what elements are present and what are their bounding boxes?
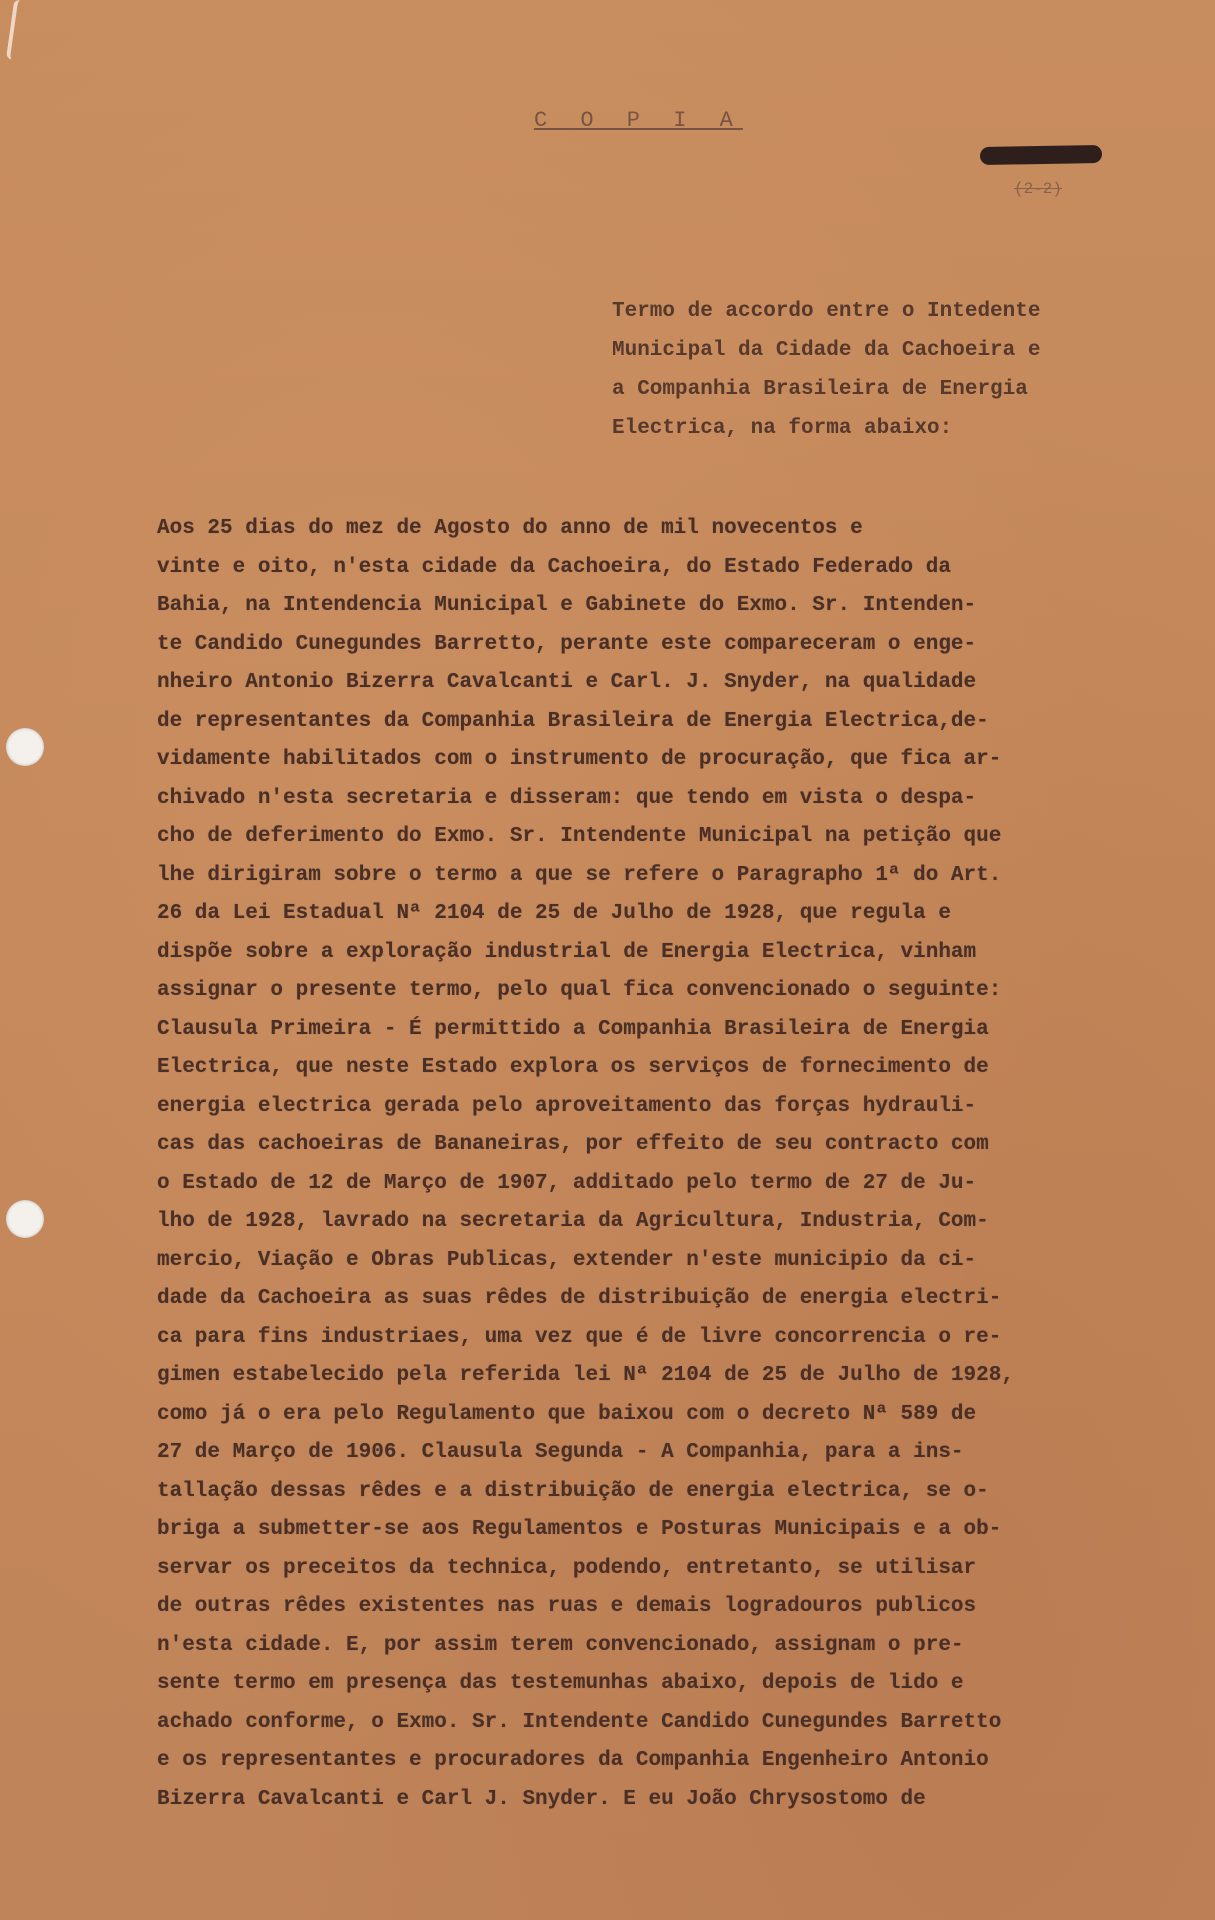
- agreement-body-text: Aos 25 dias do mez de Agosto do anno de mil novecentos e vinte e oito, n'esta cidade da Cachoeira, do Estado Federado da Bahia, na Intendencia Municipal e Gabinete do Exmo. Sr. Intenden- te Candido Cunegundes Barretto, perante este compareceram o enge- nheiro Antonio Bizerra Cavalcanti e Carl. J. Snyder, na qualidade de representantes da Companhia Brasileira de Energia Electrica,de- vidamente habilitados com o instrumento de procuração, que fica ar- chivado n'esta secretaria e disseram: que tendo em vista o despa- cho de deferimento do Exmo. Sr. Intendente Municipal na petição que lhe dirigiram sobre o termo a que se refere o Paragrapho 1ª do Art. 26 da Lei Estadual Nª 2104 de 25 de Julho de 1928, que regula e dispõe sobre a exploração industrial de Energia Electrica, vinham assignar o presente termo, pelo qual fica convencionado o seguinte: Clausula Primeira - É permittido a Companhia Brasileira de Energia Electrica, que neste Estado explora os serviços de fornecimento de energia electrica gerada pelo aproveitamento das forças hydrauli- cas das cachoeiras de Bananeiras, por effeito de seu contracto com o Estado de 12 de Março de 1907, additado pelo termo de 27 de Ju- lho de 1928, lavrado na secretaria da Agricultura, Industria, Com- mercio, Viação e Obras Publicas, extender n'este municipio da ci- dade da Cachoeira as suas rêdes de distribuição de energia electri- ca para fins industriaes, uma vez que é de livre concorrencia o re- gimen estabelecido pela referida lei Nª 2104 de 25 de Julho de 1928, como já o era pelo Regulamento que baixou com o decreto Nª 589 de 27 de Março de 1906. Clausula Segunda - A Companhia, para a ins- tallação dessas rêdes e a distribuição de energia electrica, se o- briga a submetter-se aos Regulamentos e Posturas Municipais e a ob- servar os preceitos da technica, podendo, entretanto, se utilisar de outras rêdes existentes nas ruas e demais logradouros publicos n'esta cidade. E, por assim terem convencionado, assignam o pre- sente termo em presença das testemunhas abaixo, depois de lido e achado conforme, o Exmo. Sr. Intendente Candido Cunegundes Barretto e os representantes e procuradores da Companhia Engenheiro Antonio Bizerra Cavalcanti e Carl J. Snyder. E eu João Chrysostomo de: [157, 517, 1014, 1811]
- punch-hole-top: [6, 728, 44, 766]
- redaction-mark: [980, 145, 1102, 165]
- document-title: C O P I A: [534, 108, 743, 133]
- punch-hole-bottom: [6, 1200, 44, 1238]
- agreement-heading: Termo de accordo entre o Intedente Municipal da Cidade da Cachoeira e a Companhia Brasileira de Energia Electrica, na forma abaixo:: [612, 300, 1041, 440]
- paper-edge-mark: [6, 0, 28, 61]
- page-number-mark: (2-2): [1014, 180, 1063, 198]
